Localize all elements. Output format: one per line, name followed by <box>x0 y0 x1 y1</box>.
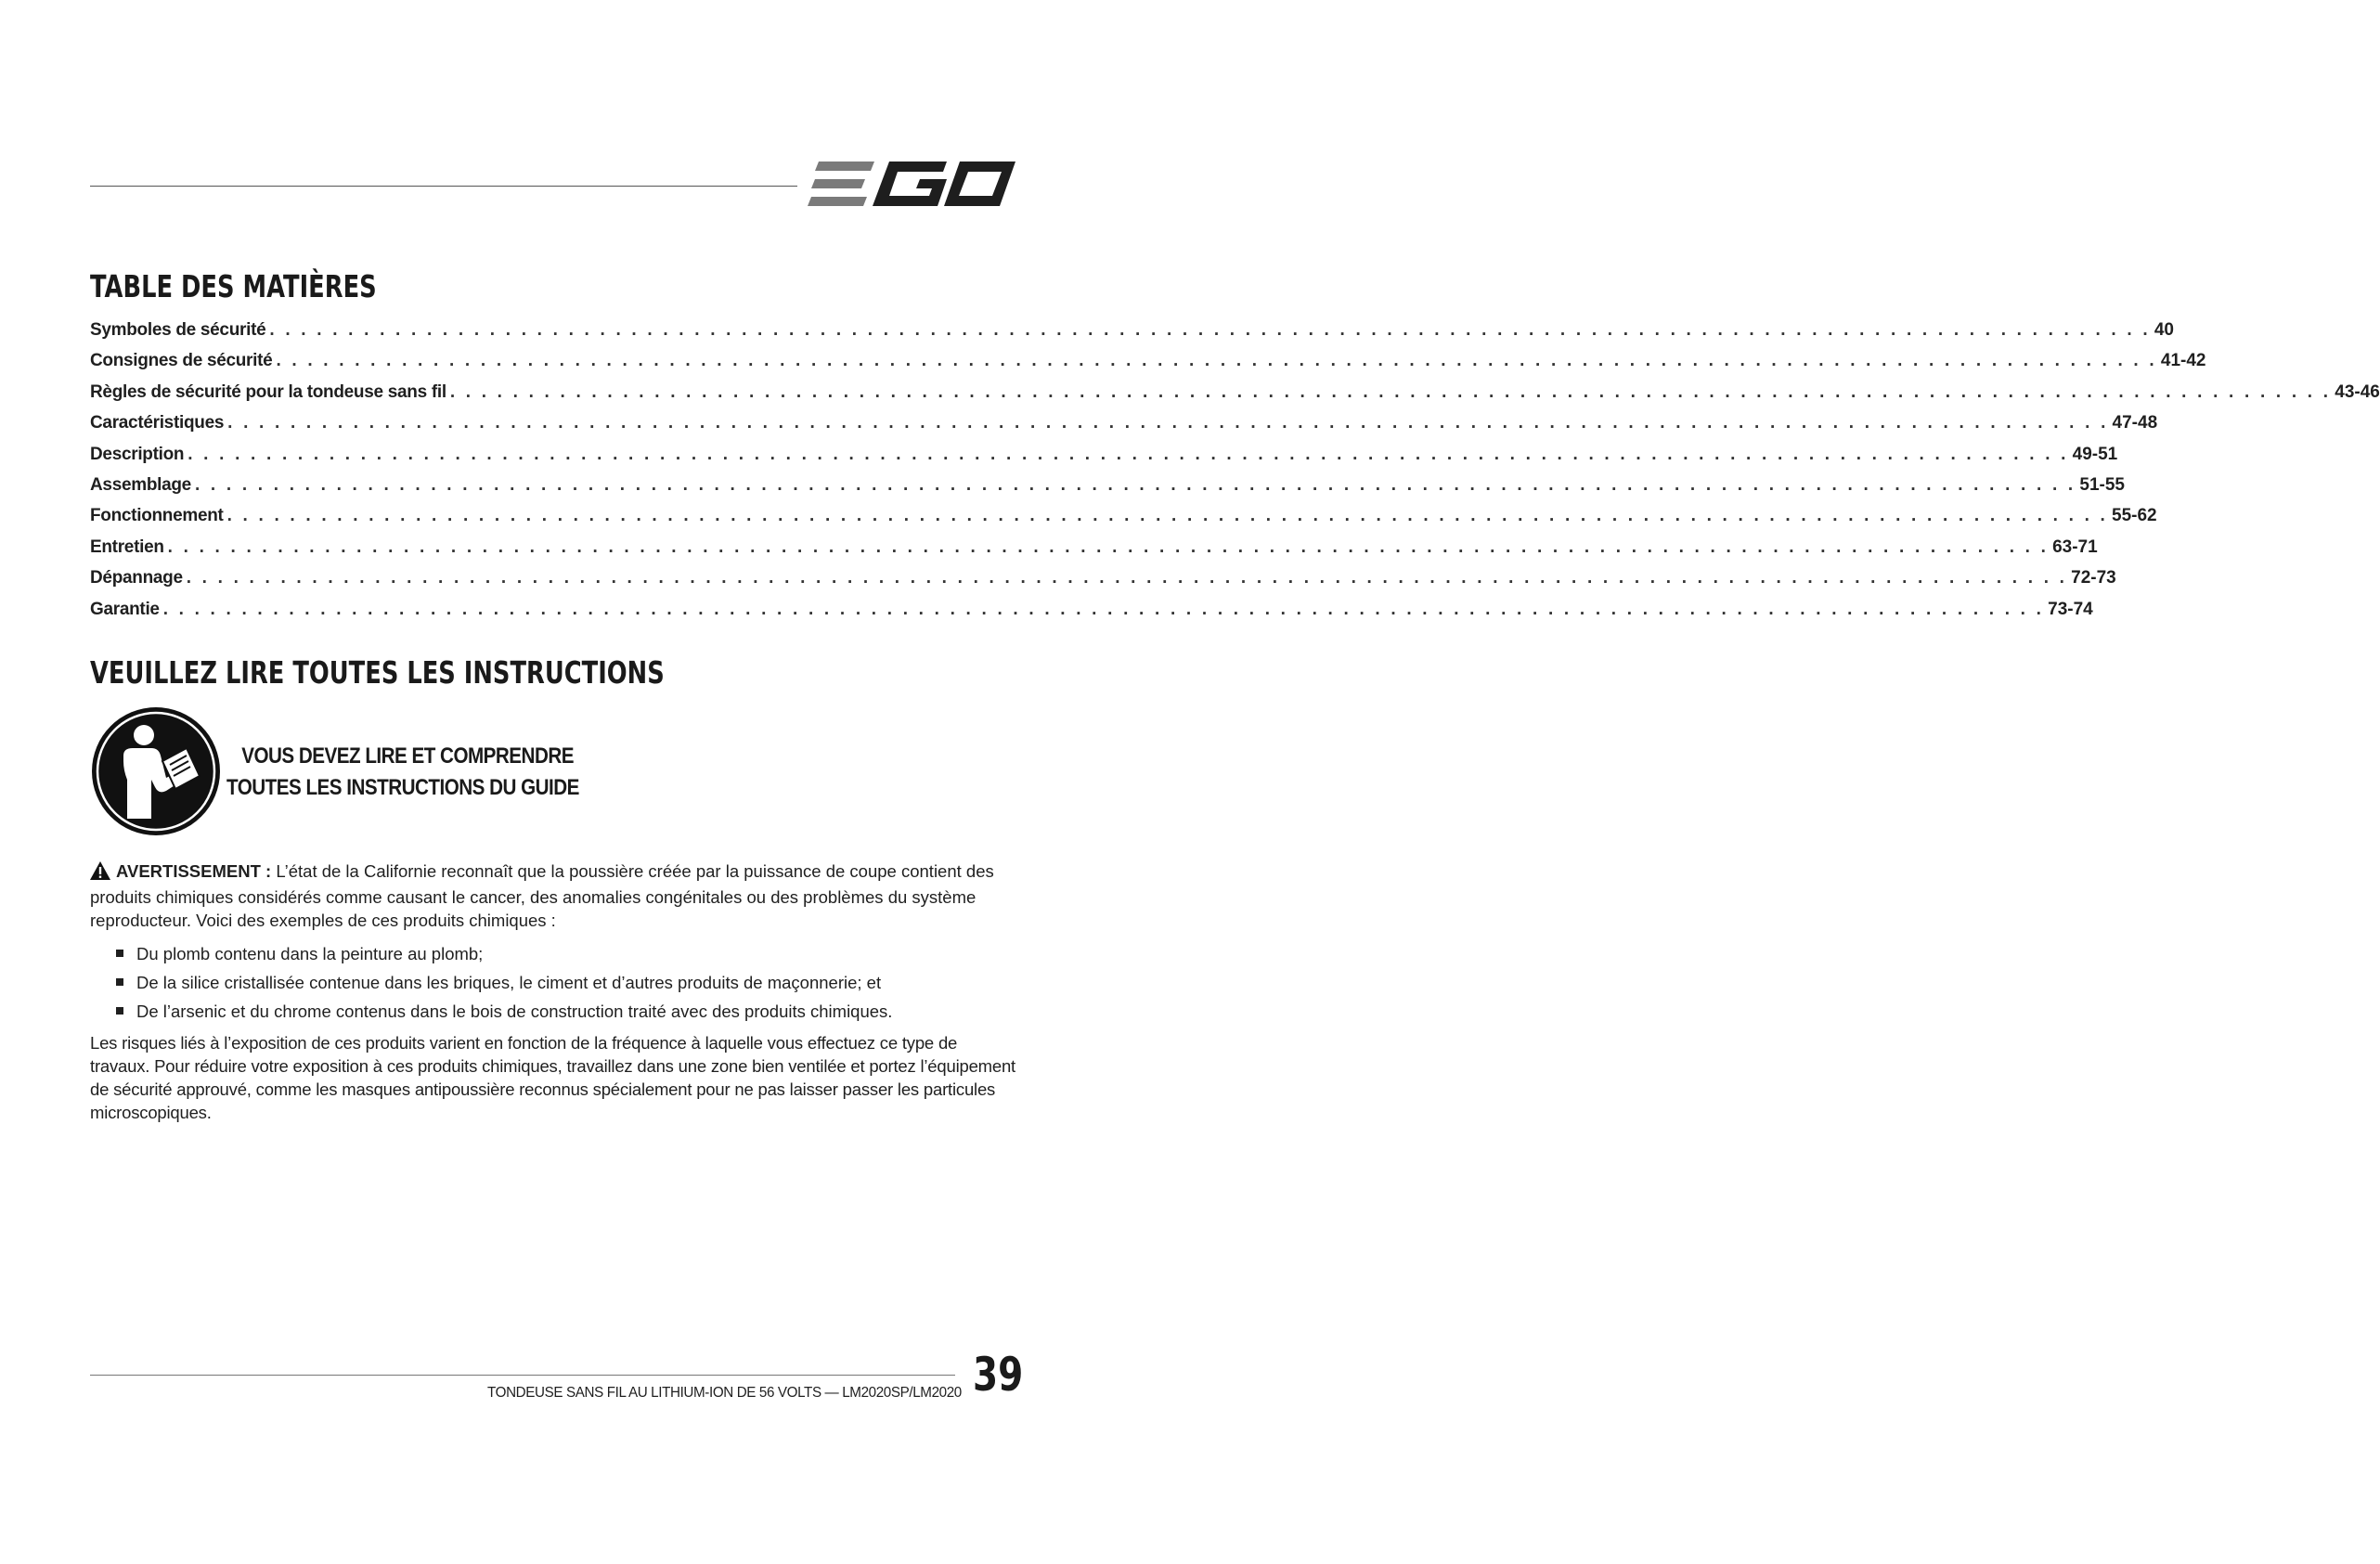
toc-leader-dots: . . . . . . . . . . . . . . . . . . . . . . . . . . . . . . . . . . . . . . . . . . . . . . . . . . . . . . . . . . . . . . . . . . . . . . . . . . . . . . . . . . . . . . . . . . . . . . . . . . . . . . . . . . . . . . . . . . . . . . . . <box>226 506 2109 526</box>
callout-line-1: VOUS DEVEZ LIRE ET COMPRENDRE <box>241 743 574 769</box>
warning-intro <box>90 860 1018 932</box>
toc-entry <box>90 351 2206 381</box>
toc-entry-pages: 49-51 <box>2072 444 2118 464</box>
toc-entry-pages: 55-62 <box>2112 506 2157 526</box>
warning-bullets <box>116 939 1018 1026</box>
table-of-contents <box>90 320 2380 630</box>
read-manual-icon <box>90 705 222 837</box>
toc-leader-dots: . . . . . . . . . . . . . . . . . . . . . . . . . . . . . . . . . . . . . . . . . . . . . . . . . . . . . . . . . . . . . . . . . . . . . . . . . . . . . . . . . . . . . . . . . . . . . . . . . . . . . . . . . . . . . . . . . . . . . . . . <box>186 568 2068 588</box>
toc-entry <box>90 381 2380 413</box>
list-item: De la silice cristallisée contenue dans les briques, le ciment et d’autres produits de maçonnerie; et <box>116 968 1018 997</box>
warning-label: AVERTISSEMENT : <box>116 861 272 881</box>
toc-leader-dots: . . . . . . . . . . . . . . . . . . . . . . . . . . . . . . . . . . . . . . . . . . . . . . . . . . . . . . . . . . . . . . . . . . . . . . . . . . . . . . . . . . . . . . . . . . . . . . . . . . . . . . . . . . . . . . . . . . . . . . . . <box>167 536 2050 557</box>
toc-entry-pages: 72-73 <box>2071 568 2116 588</box>
callout-line-2: TOUTES LES INSTRUCTIONS DU GUIDE <box>226 775 579 800</box>
toc-entry-pages: 43-46 <box>2335 381 2380 402</box>
toc-entry-label: Symboles de sécurité <box>90 320 266 340</box>
toc-entry-label: Description <box>90 444 185 464</box>
toc-entry-label: Garantie <box>90 599 160 619</box>
toc-entry-label: Assemblage <box>90 474 191 495</box>
toc-leader-dots: . . . . . . . . . . . . . . . . . . . . . . . . . . . . . . . . . . . . . . . . . . . . . . . . . . . . . . . . . . . . . . . . . . . . . . . . . . . . . . . . . . . . . . . . . . . . . . . . . . . . . . . . . . . . . . . . . . . . . . . . <box>194 474 2076 495</box>
footer-rule <box>90 1375 955 1376</box>
toc-entry <box>90 536 2098 568</box>
toc-entry-label: Consignes de sécurité <box>90 351 273 371</box>
toc-leader-dots: . . . . . . . . . . . . . . . . . . . . . . . . . . . . . . . . . . . . . . . . . . . . . . . . . . . . . . . . . . . . . . . . . . . . . . . . . . . . . . . . . . . . . . . . . . . . . . . . . . . . . . . . . . . . . . . . . . . . . . . . <box>227 413 2109 433</box>
toc-entry-pages: 47-48 <box>2112 413 2158 433</box>
toc-entry <box>90 599 2093 630</box>
toc-entry <box>90 413 2158 444</box>
read-callout <box>226 741 579 804</box>
toc-entry-pages: 51-55 <box>2079 474 2125 495</box>
header-rule <box>90 186 797 187</box>
toc-entry <box>90 474 2125 506</box>
warning-block <box>90 860 1018 1124</box>
toc-entry-label: Dépannage <box>90 568 183 588</box>
toc-entry-label: Règles de sécurité pour la tondeuse sans fil <box>90 381 446 402</box>
toc-entry-pages: 63-71 <box>2052 536 2098 557</box>
toc-leader-dots: . . . . . . . . . . . . . . . . . . . . . . . . . . . . . . . . . . . . . . . . . . . . . . . . . . . . . . . . . . . . . . . . . . . . . . . . . . . . . . . . . . . . . . . . . . . . . . . . . . . . . . . . . . . . . . . . . . . . . . . . <box>188 444 2069 464</box>
toc-entry-pages: 41-42 <box>2160 351 2206 371</box>
warning-intro-text: L’état de la Californie reconnaît que la poussière créée par la puissance de coupe contient des produits chimiques considérés comme causant le cancer, des anomalies congénitales ou des problèmes du système reproducteur. Voici des exemples de ces produits chimiques : <box>90 861 994 930</box>
ego-logo <box>811 160 1015 208</box>
page-number: 39 <box>973 1348 1024 1402</box>
toc-leader-dots: . . . . . . . . . . . . . . . . . . . . . . . . . . . . . . . . . . . . . . . . . . . . . . . . . . . . . . . . . . . . . . . . . . . . . . . . . . . . . . . . . . . . . . . . . . . . . . . . . . . . . . . . . . . . . . . . . . . . . . . . <box>276 351 2157 371</box>
list-item: De l’arsenic et du chrome contenus dans le bois de construction traité avec des produits chimiques. <box>116 997 1018 1026</box>
toc-entry <box>90 444 2118 475</box>
warning-body: Les risques liés à l’exposition de ces produits varient en fonction de la fréquence à laquelle vous effectuez ce type de travaux. Pour réduire votre exposition à ces produits chimiques, travaillez dans une zone bien ventilée et portez l’équipement de sécurité approuvé, comme les masques antipoussière reconnus spécialement pour ne pas laisser passer les particules microscopiques. <box>90 1033 1015 1122</box>
list-item: Du plomb contenu dans la peinture au plomb; <box>116 939 1018 968</box>
toc-leader-dots: . . . . . . . . . . . . . . . . . . . . . . . . . . . . . . . . . . . . . . . . . . . . . . . . . . . . . . . . . . . . . . . . . . . . . . . . . . . . . . . . . . . . . . . . . . . . . . . . . . . . . . . . . . . . . . . . . . . . . . . . <box>269 320 2151 340</box>
toc-entry <box>90 506 2157 536</box>
toc-entry-label: Fonctionnement <box>90 506 224 526</box>
toc-entry <box>90 568 2116 599</box>
toc-entry-pages: 40 <box>2154 320 2174 340</box>
toc-entry-label: Caractéristiques <box>90 413 225 433</box>
footer-product-title: TONDEUSE SANS FIL AU LITHIUM-ION DE 56 VOLTS — LM2020SP/LM2020 <box>487 1385 962 1401</box>
toc-entry-pages: 73-74 <box>2048 599 2093 619</box>
warning-triangle-icon <box>90 861 110 885</box>
toc-leader-dots: . . . . . . . . . . . . . . . . . . . . . . . . . . . . . . . . . . . . . . . . . . . . . . . . . . . . . . . . . . . . . . . . . . . . . . . . . . . . . . . . . . . . . . . . . . . . . . . . . . . . . . . . . . . . . . . . . . . . . . . . <box>162 599 2045 619</box>
toc-entry <box>90 320 2174 351</box>
read-instructions-title: VEUILLEZ LIRE TOUTES LES INSTRUCTIONS <box>90 654 665 691</box>
toc-leader-dots: . . . . . . . . . . . . . . . . . . . . . . . . . . . . . . . . . . . . . . . . . . . . . . . . . . . . . . . . . . . . . . . . . . . . . . . . . . . . . . . . . . . . . . . . . . . . . . . . . . . . . . . . . . . . . . . . . . . . . . . . <box>449 381 2332 402</box>
toc-title: TABLE DES MATIÈRES <box>90 268 377 304</box>
toc-entry-label: Entretien <box>90 536 164 557</box>
